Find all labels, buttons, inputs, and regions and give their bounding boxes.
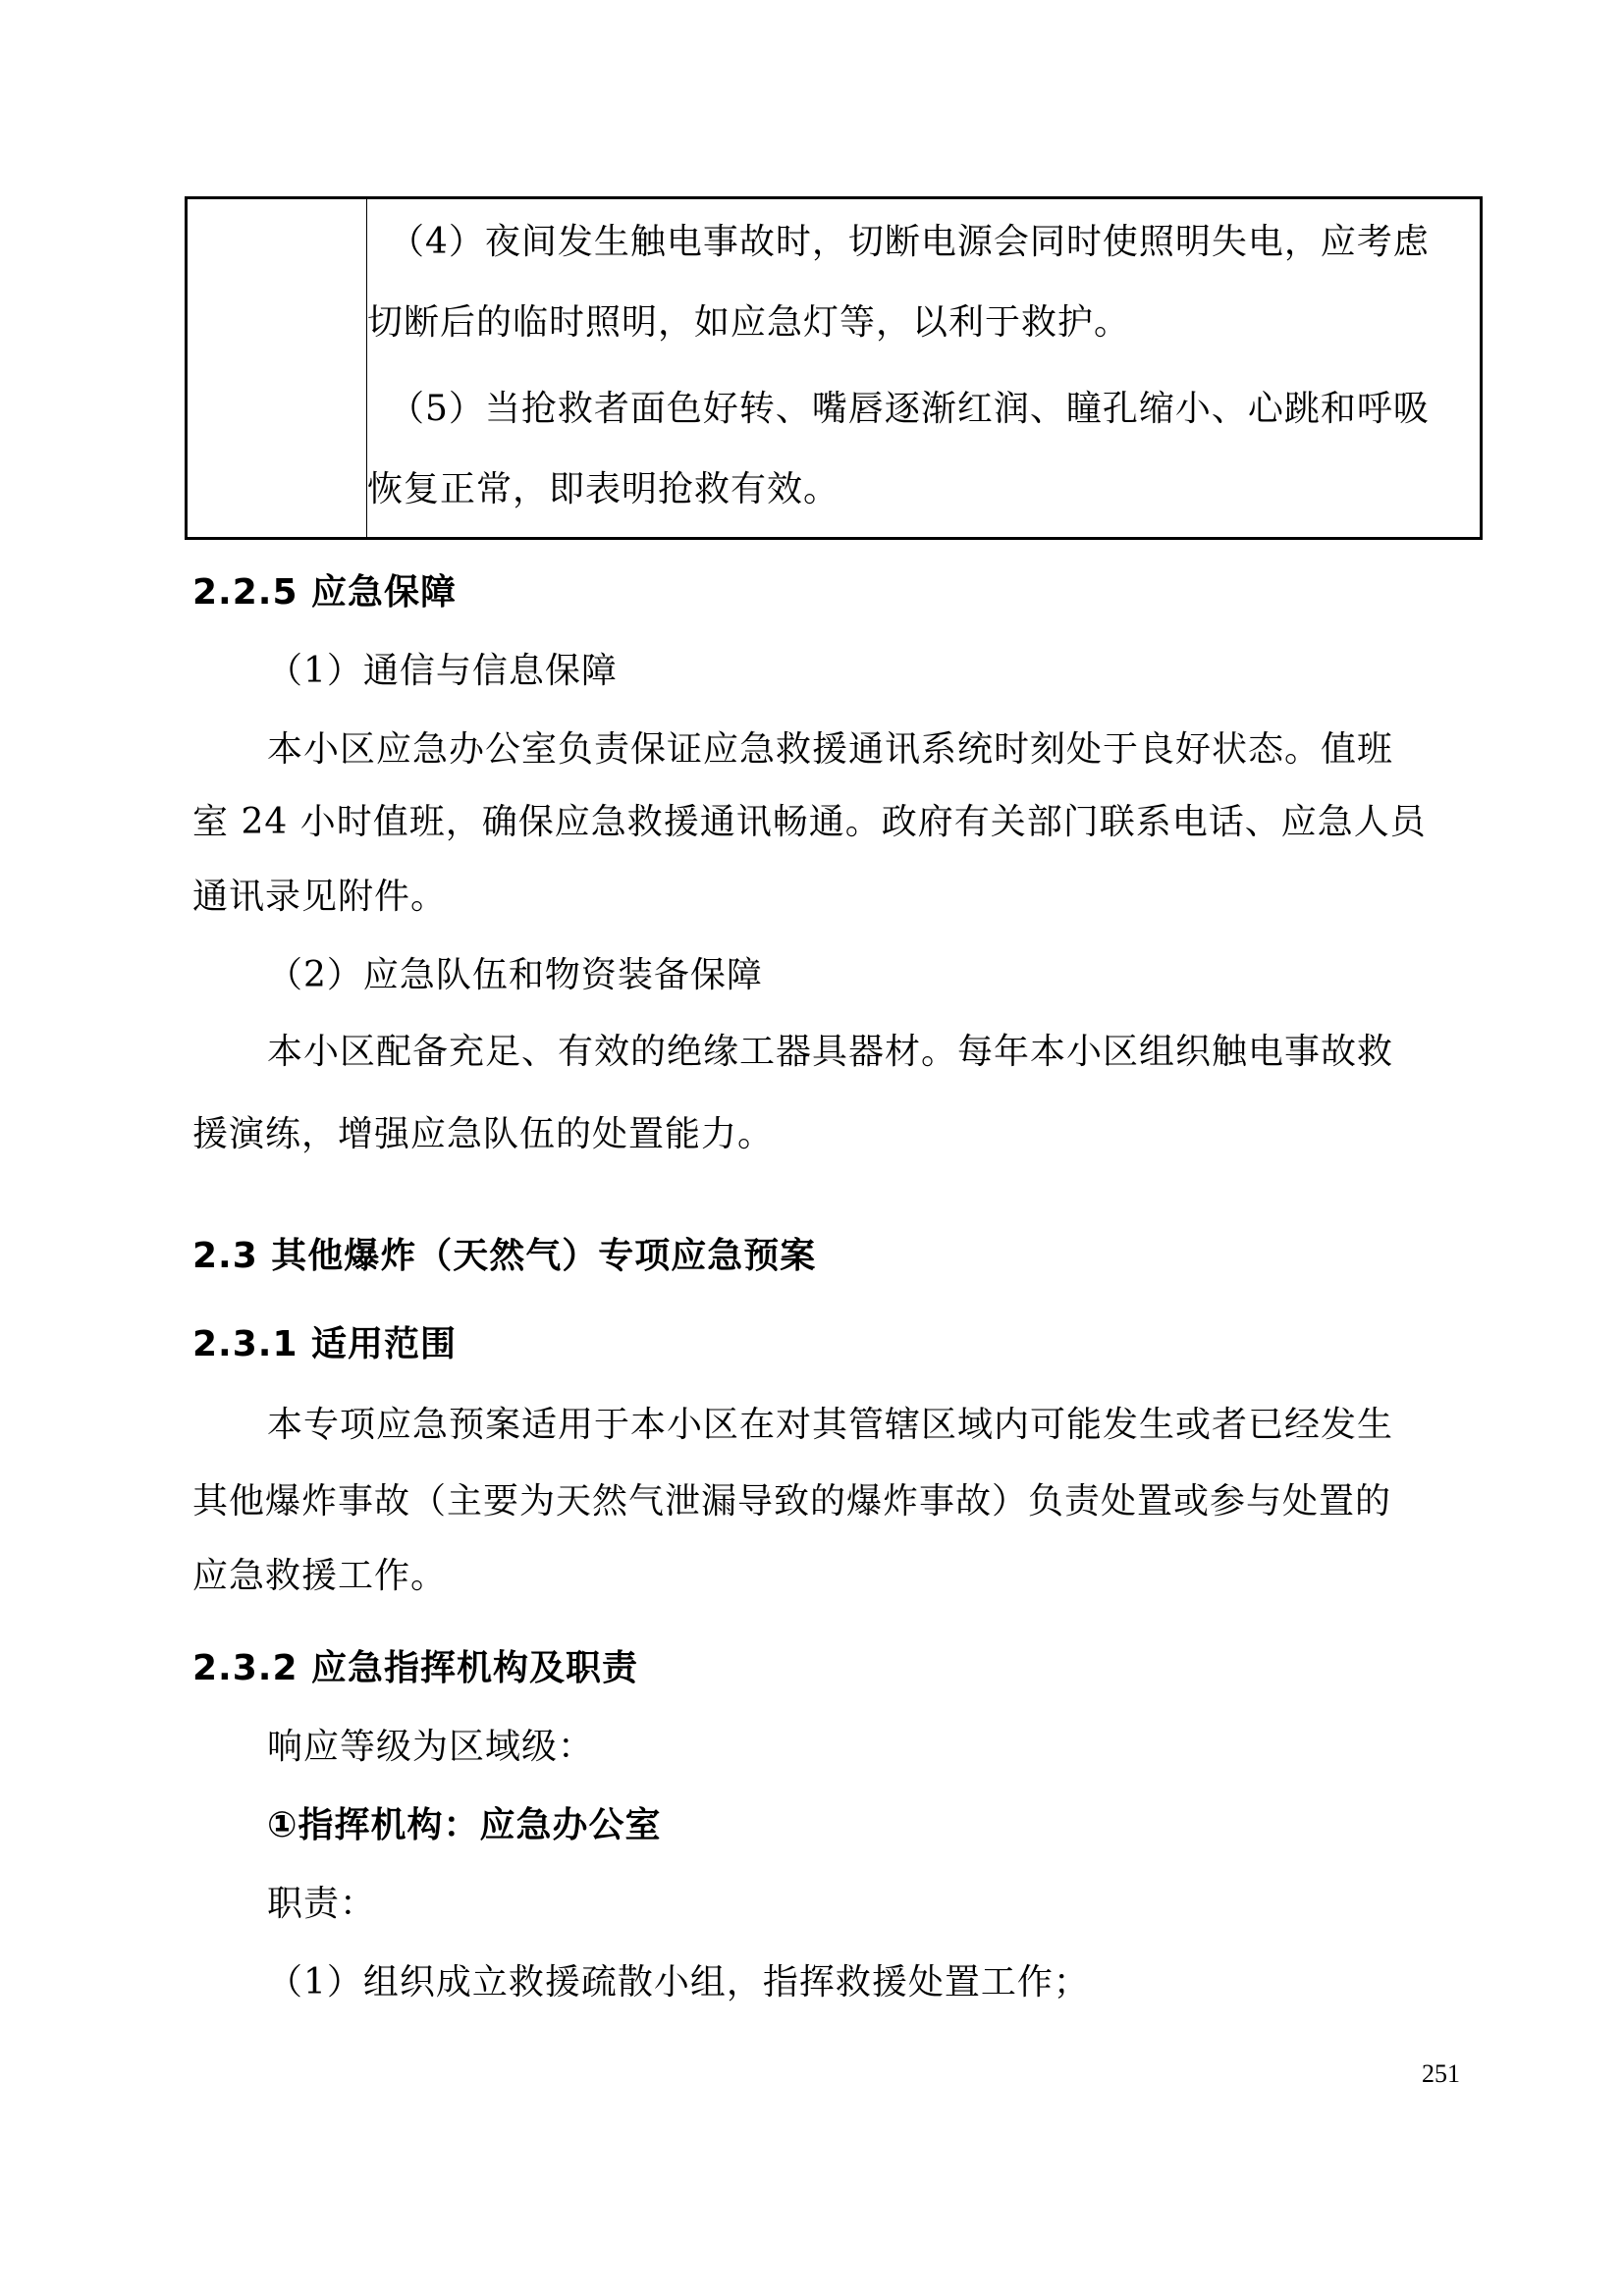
paragraph-line: 室 24 小时值班，确保应急救援通讯畅通。政府有关部门联系电话、应急人员 — [192, 802, 1427, 842]
table-line-4: 恢复正常，即表明抢救有效。 — [367, 469, 840, 509]
table-line-3: （5）当抢救者面色好转、嘴唇逐渐红润、瞳孔缩小、心跳和呼吸 — [389, 389, 1430, 429]
table-line-2: 切断后的临时照明，如应急灯等，以利于救护。 — [367, 302, 1131, 343]
table-right-cell — [367, 199, 1480, 537]
section-heading-2-3-2: 2.3.2 应急指挥机构及职责 — [192, 1648, 639, 1688]
duty-label: 职责： — [267, 1884, 377, 1924]
content-table — [185, 196, 1483, 540]
page-number: 251 — [1422, 2059, 1460, 2088]
paragraph-line: 本小区应急办公室负责保证应急救援通讯系统时刻处于良好状态。值班 — [267, 729, 1394, 770]
section-heading-2-2-5: 2.2.5 应急保障 — [192, 572, 458, 613]
subheading-communication: （1）通信与信息保障 — [267, 651, 618, 691]
subheading-command-org: ①指挥机构：应急办公室 — [267, 1805, 662, 1845]
section-heading-2-3: 2.3 其他爆炸（天然气）专项应急预案 — [192, 1236, 817, 1276]
paragraph-line: 应急救援工作。 — [192, 1556, 448, 1596]
paragraph-line: 本小区配备充足、有效的绝缘工器具器材。每年本小区组织触电事故救 — [267, 1032, 1394, 1072]
table-line-1: （4）夜间发生触电事故时，切断电源会同时使照明失电，应考虑 — [389, 222, 1430, 262]
table-left-cell — [188, 199, 367, 537]
paragraph-line: 本专项应急预案适用于本小区在对其管辖区域内可能发生或者已经发生 — [267, 1405, 1394, 1445]
duty-item-1: （1）组织成立救援疏散小组，指挥救援处置工作； — [267, 1962, 1090, 2002]
subheading-team-equipment: （2）应急队伍和物资装备保障 — [267, 955, 763, 995]
section-heading-2-3-1: 2.3.1 适用范围 — [192, 1324, 458, 1364]
paragraph-line: 其他爆炸事故（主要为天然气泄漏导致的爆炸事故）负责处置或参与处置的 — [192, 1481, 1392, 1522]
paragraph-line: 通讯录见附件。 — [192, 877, 448, 917]
paragraph-line: 响应等级为区域级： — [267, 1727, 595, 1767]
paragraph-line: 援演练，增强应急队伍的处置能力。 — [192, 1114, 775, 1154]
